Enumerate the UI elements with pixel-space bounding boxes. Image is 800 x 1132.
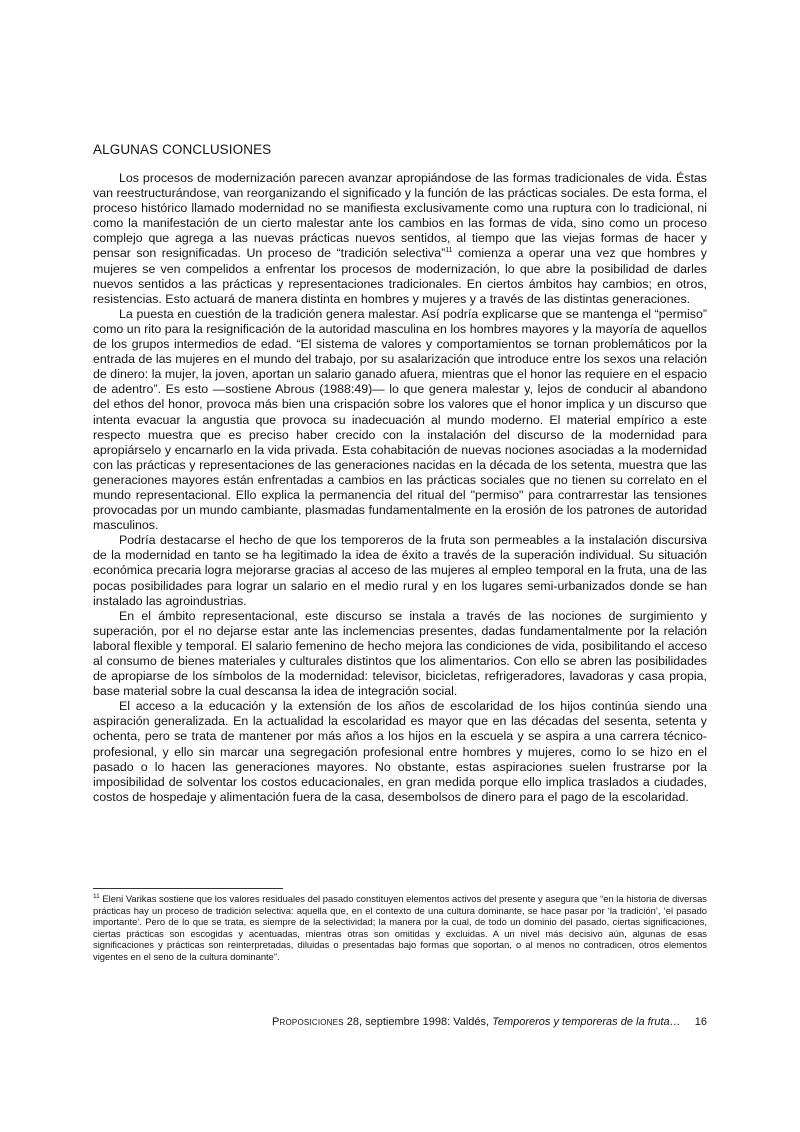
section-heading: ALGUNAS CONCLUSIONES [93,142,272,157]
paragraph: La puesta en cuestión de la tradición genera malestar. Así podría explicarse que se mantenga el “permiso” como un rito para la resignificación de la autoridad masculina en los hombres mayores y la mayoría de aquellos de los grupos intermedios de edad. “El sistema de valores y comportamientos se tornan problemáticos por la entrada de las mujeres en el mundo del trabajo, por su asalarización que introduce entre los sexos una relación de dinero: la mujer, la joven, aportan un salario ganado afuera, mientras que el honor las requiere en el espacio de adentro”. Es esto —sostiene Abrous (1988:49)— lo que genera malestar y, lejos de conducir al abandono del ethos del honor, provoca más bien una crispación sobre los valores que el honor implica y un discurso que intenta evacuar la angustia que provoca su inadecuación al mundo moderno. El material empírico a este respecto muestra que es preciso haber crecido con la instalación del discurso de la modernidad para apropiárselo y encarnarlo en la vida privada. Esta cohabitación de nuevas nociones asociadas a la modernidad con las prácticas y representaciones de las generaciones nacidas en la década de los setenta, muestra que las generaciones mayores están enfrentadas a cambios en las prácticas sociales que no tienen su correlato en el mundo representacional. Ello explica la permanencia del ritual del "permiso" para contrarrestar las tensiones provocadas por un mundo cambiante, plasmadas fundamentalmente en la erosión de los patrones de autoridad masculinos. [93,306,707,533]
footnote-number: 11 [93,893,100,900]
paragraph: Los procesos de modernización parecen avanzar apropiándose de las formas tradicionales de vida. Éstas van reestructurándose, van reorganizando el significado y la función de las prácticas sociales. De esta forma, el proceso histórico llamado modernidad no se manifiesta exclusivamente como una ruptura con lo tradicional, ni como la manifestación de un cierto malestar ante los cambios en las formas de vida, sino como un proceso complejo que agrega a las nuevas prácticas nuevos sentidos, al tiempo que las viejas formas de hacer y pensar son resignificadas. Un proceso de “tradición selectiva”$^{11}$ comienza a operar una vez que hombres y mujeres se ven compelidos a enfrentar los procesos de modernización, lo que abre la posibilidad de darles nuevos sentidos a las prácticas y representaciones tradicionales. En ciertos ámbitos hay cambios; en otros, resistencias. Esto actuará de manera distinta en hombres y mujeres y a través de las distintas generaciones. [93,171,707,306]
page-footer [272,1015,707,1029]
body-text [93,171,707,805]
journal-name: Proposiciones [272,1016,344,1028]
page-number: 16 [694,1016,707,1028]
footnote [93,893,707,963]
footnote-divider [93,888,283,889]
footnote-reference[interactable]: 11 [445,247,453,255]
footnote-text: Eleni Varikas sostiene que los valores residuales del pasado constituyen elementos activos del presente y asegura que “en la historia de diversas prácticas hay un proceso de tradición selectiva: aquella que, en el contexto de una cultura dominante, se hace pasar por ‘la tradición’, ‘el pasado importante’. Pero de lo que se trata, es siempre de la selectividad; la manera por la cual, de todo un dominio del pasado, ciertas significaciones, ciertas prácticas son escogidas y acentuadas, mientras otras son omitidas y excluidas. A un nivel más decisivo aún, algunas de esas significaciones y prácticas son reinterpretadas, diluidas o presentadas bajo formas que soportan, o al menos no contradicen, otros elementos vigentes en el seno de la cultura dominante”. [93,893,707,962]
paragraph: El acceso a la educación y la extensión de los años de escolaridad de los hijos continúa siendo una aspiración generalizada. En la actualidad la escolaridad es mayor que en las décadas del sesenta, setenta y ochenta, pero se trata de mantener por más años a los hijos en la escuela y se aspira a una carrera técnico-profesional, y ello sin marcar una segregación profesional entre hombres y mujeres, como lo se hizo en el pasado o lo hacen las generaciones mayores. No obstante, estas aspiraciones suelen frustrarse por la imposibilidad de solventar los costos educacionales, en gran medida porque ello implica traslados a ciudades, costos de hospedaje y alimentación fuera de la casa, desembolsos de dinero para el pago de la escolaridad. [93,699,707,804]
paragraph: Podría destacarse el hecho de que los temporeros de la fruta son permeables a la instalación discursiva de la modernidad en tanto se ha legitimado la idea de éxito a través de la superación individual. Su situación económica precaria logra mejorarse gracias al acceso de las mujeres al empleo temporal en la fruta, una de las pocas posibilidades para lograr un salario en el medio rural y en los lugares semi-urbanizados donde se han instalado las agroindustrias. [93,533,707,608]
footer-citation: 28, septiembre 1998: Valdés, [343,1016,493,1028]
article-title: Temporeros y temporeras de la fruta… [492,1016,681,1028]
paragraph: En el ámbito representacional, este discurso se instala a través de las nociones de surgimiento y superación, por el no dejarse estar ante las inclemencias presentes, dadas fundamentalmente por la relación laboral flexible y temporal. El salario femenino de hecho mejora las condiciones de vida, posibilitando el acceso al consumo de bienes materiales y culturales distintos que los alimentarios. Con ello se abren las posibilidades de apropiarse de los símbolos de la modernidad: televisor, bicicletas, refrigeradores, lavadoras y casa propia, base material sobre la cual descansa la idea de integración social. [93,608,707,699]
